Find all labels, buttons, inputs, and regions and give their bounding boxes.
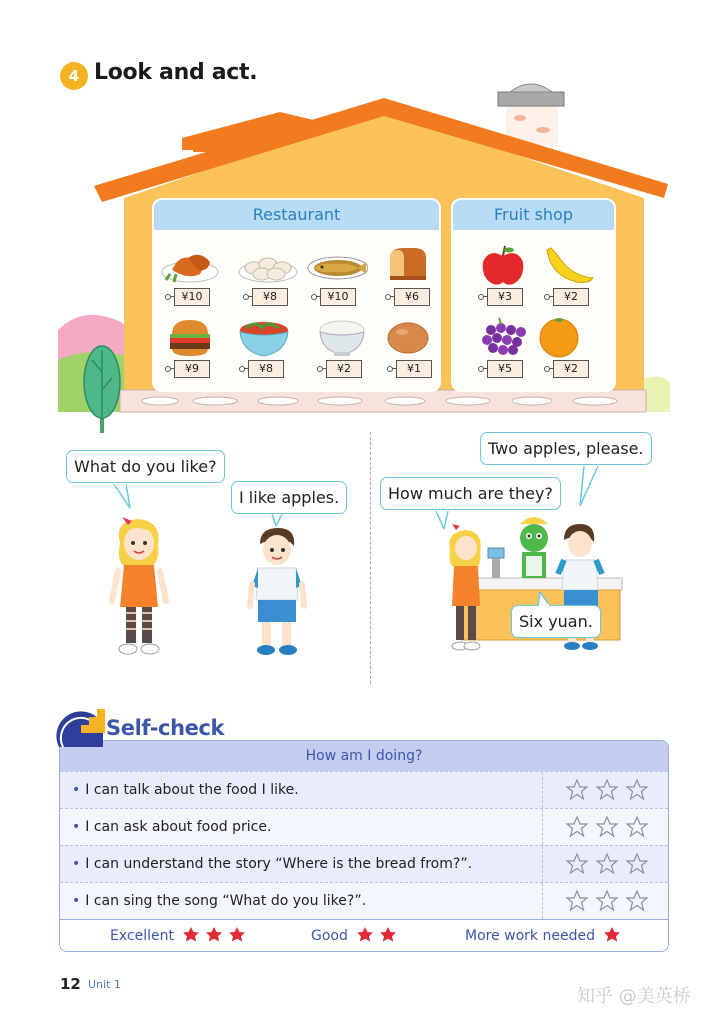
price-tag: ¥5 [487,360,523,378]
noodles-icon [232,316,296,360]
bubble-text: I like apples. [239,488,340,507]
legend-excellent [110,920,247,952]
unit-label: Unit 1 [88,978,121,991]
bubble-text: What do you like? [74,457,217,476]
self-check-statement: I can sing the song “What do you like?”. [85,893,367,909]
price-tag: ¥10 [320,288,356,306]
legend-label: More work needed [465,928,595,944]
bubble-tail [112,484,134,508]
menu-item [378,244,442,314]
bubble-tail [432,511,454,529]
price-tag: ¥8 [248,360,284,378]
price-tag: ¥9 [174,360,210,378]
self-check-row [60,771,668,808]
egg-icon [380,316,444,360]
price-tag: ¥2 [553,288,589,306]
star-rating[interactable] [542,846,668,882]
restaurant-title: Restaurant [154,200,439,230]
menu-item [380,316,444,386]
fruit-shop-panel [451,198,616,392]
fruit-item [537,316,601,386]
star-rating[interactable] [542,883,668,919]
self-check-header: How am I doing? [60,741,668,771]
menu-item [232,316,296,386]
bubble-tail [578,466,602,506]
fruit-item [471,244,535,314]
hamburger-icon [158,316,222,360]
speech-bubble [480,432,652,465]
self-check-row [60,808,668,845]
task-title: Look and act. [94,60,258,85]
bread-icon [378,244,442,288]
one-red-star-icon [602,926,624,942]
rice-icon [310,316,374,360]
bubble-text: Six yuan. [519,612,593,631]
legend-label: Good [311,928,348,944]
price-tag: ¥6 [394,288,430,306]
speech-bubble [511,605,601,638]
empty-stars-icon[interactable] [543,883,669,919]
star-rating[interactable] [542,809,668,845]
boy-figure [244,524,310,660]
star-rating[interactable] [542,772,668,808]
speech-bubble [231,481,347,514]
bullet-icon: • [72,893,81,909]
fruit-item [537,244,601,314]
bullet-icon: • [72,819,81,835]
legend-good [311,920,399,952]
speech-bubble [66,450,225,483]
legend-label: Excellent [110,928,174,944]
price-tag: ¥3 [487,288,523,306]
restaurant-panel [152,198,441,392]
bullet-icon: • [72,856,81,872]
girl-figure [100,515,180,660]
self-check-title: Self-check [106,716,225,740]
self-check-table [59,740,669,952]
empty-stars-icon[interactable] [543,846,669,882]
dumplings-icon [236,244,300,288]
scene-divider [370,432,371,684]
bullet-icon: • [72,782,81,798]
empty-stars-icon[interactable] [543,809,669,845]
legend-more-work [465,920,624,952]
menu-item [158,316,222,386]
empty-stars-icon[interactable] [543,772,669,808]
speech-bubble [380,477,561,510]
two-red-stars-icon [355,926,399,942]
price-tag: ¥2 [553,360,589,378]
menu-item [236,244,300,314]
menu-item [310,316,374,386]
chicken-leg-icon [158,244,222,288]
task-number-badge: 4 [60,62,88,90]
bubble-tail [536,592,554,606]
price-tag: ¥2 [326,360,362,378]
menu-item [158,244,222,314]
banana-icon [537,244,601,288]
bubble-tail [270,514,286,526]
price-tag: ¥8 [252,288,288,306]
price-tag: ¥1 [396,360,432,378]
self-check-badge-icon [55,703,111,753]
watermark: 知乎 @美英桥 [577,986,691,1007]
fruit-shop-title: Fruit shop [453,200,614,230]
menu-item [304,244,368,314]
orange-icon [537,316,601,360]
bubble-text: How much are they? [388,484,553,503]
self-check-row [60,882,668,919]
grapes-icon [471,316,535,360]
rating-legend [60,919,668,951]
price-tag: ¥10 [174,288,210,306]
fish-icon [304,244,368,288]
self-check-statement: I can ask about food price. [85,819,272,835]
three-red-stars-icon [181,926,247,942]
self-check-row [60,845,668,882]
bubble-text: Two apples, please. [488,439,644,458]
page-number: 12 [60,975,81,993]
self-check-statement: I can talk about the food I like. [85,782,299,798]
fruit-item [471,316,535,386]
self-check-statement: I can understand the story “Where is the bread from?”. [85,856,473,872]
apple-icon [471,244,535,288]
